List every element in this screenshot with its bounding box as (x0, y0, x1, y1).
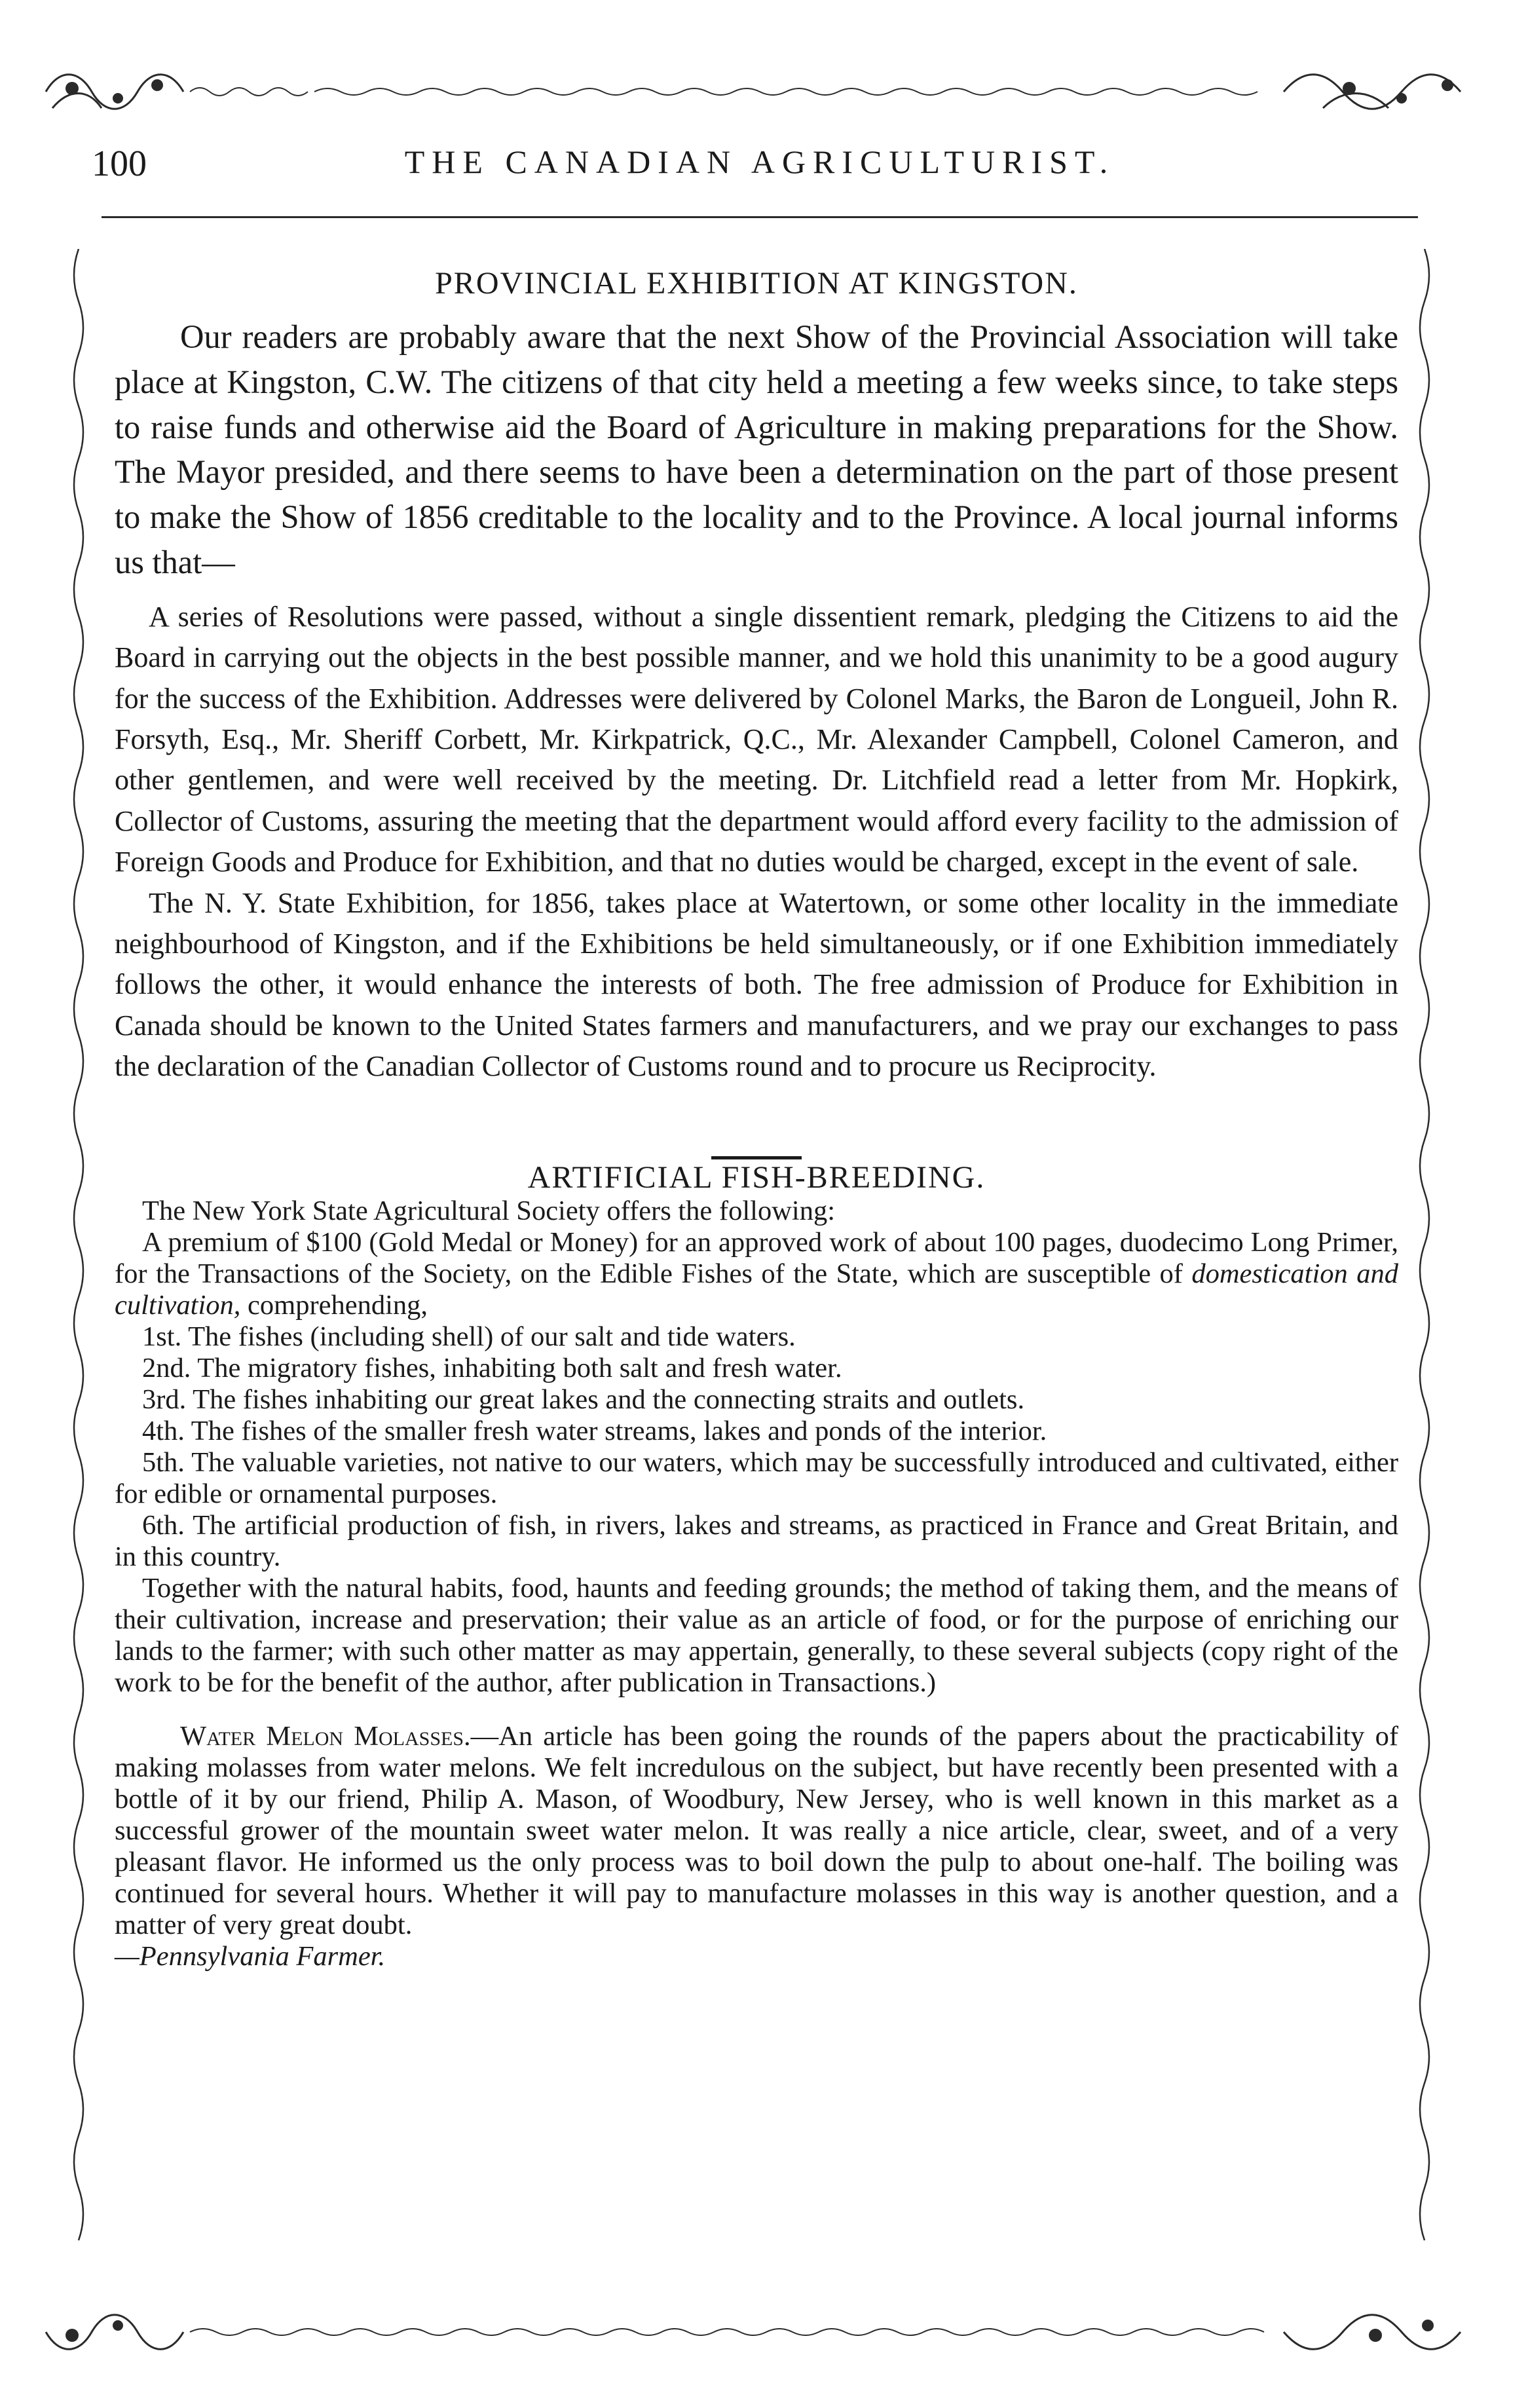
article-intro-paragraph: Our readers are probably aware that the next Show of the Provincial Association will take place at Kingston, C.W. The citizens of that city held a meeting a few weeks since, to take steps to raise funds and otherwise aid the Board of Agriculture in making preparations for the Show. The Mayor presided, and there seems to have been a determination on the part of those present to make the Show of 1856 creditable to the locality and to the Province. A local journal informs us that— (115, 318, 1398, 580)
water-melon-source (115, 1941, 1398, 1972)
fish-breeding-premium (115, 1227, 1398, 1321)
premium-text-end: comprehending, (240, 1289, 428, 1321)
water-melon-lead-in: Water Melon Molasses. (180, 1720, 471, 1752)
header-rule (102, 216, 1418, 218)
running-title: THE CANADIAN AGRICULTURIST. (404, 143, 1115, 180)
list-item: 5th. The valuable varieties, not native to our waters, which may be successfully introduced and cultivated, either for edible or ornamental purposes. (115, 1446, 1398, 1509)
ornamental-border-bottom (39, 2303, 1480, 2361)
fish-breeding-together: Together with the natural habits, food, haunts and feeding grounds; the method of taking them, and the means of their cultivation, increase and preservation; their value as an article of food, or for the purpose of enriching our lands to the farmer; with such other matter as may appertain, generally, to these several subjects (copy right of the work to be for the benefit of the author, after publication in Transactions.) (115, 1572, 1398, 1698)
page-content (115, 265, 1398, 1972)
ornamental-border-left (62, 249, 95, 2267)
list-item: 6th. The artificial production of fish, in rivers, lakes and streams, as practiced in France and Great Britain, and in this country. (115, 1509, 1398, 1572)
water-melon-body: —An article has been going the rounds of the papers about the practicability of making molasses from water melons. We felt incredulous on the subject, but have recently been presented with a bottle of it by our friend, Philip A. Mason, of Woodbury, New Jersey, who is well known in this market as a successful grower of the mountain sweet water melon. It was really a nice article, clear, sweet, and of a very pleasant flavor. He informed us the only process was to boil down the pulp to about one-half. The boiling was continued for several hours. Whether it will pay to manufacture molasses in this way is another question, and a matter of very great doubt. (115, 1720, 1398, 1940)
water-melon-molasses-paragraph (115, 1721, 1398, 1941)
list-item: 2nd. The migratory fishes, inhabiting both salt and fresh water. (142, 1352, 842, 1383)
fish-breeding-lead: The New York State Agricultural Society offers the following: (142, 1195, 835, 1226)
list-item: 4th. The fishes of the smaller fresh water streams, lakes and ponds of the interior. (142, 1415, 1047, 1446)
quoted-paragraph-ny-exhibition: The N. Y. State Exhibition, for 1856, takes place at Watertown, or some other locality in the immediate neighbourhood of Kingston, and if the Exhibitions be held simultaneously, or if one Exhibition immediately follows the other, it would enhance the interests of both. The free admission of Produce for Exhibition in Canada should be known to the United States farmers and manufacturers, and we pray our exchanges to pass the declaration of the Canadian Collector of Customs round and to procure us Reciprocity. (115, 886, 1398, 1083)
ornamental-border-top (39, 62, 1480, 121)
article-title-fish-breeding: ARTIFICIAL FISH-BREEDING. (527, 1159, 986, 1195)
premium-text-italic: domestication and cultivation, (115, 1258, 1398, 1321)
ornamental-border-right (1408, 249, 1441, 2267)
quoted-paragraph-resolutions: A series of Resolutions were passed, without a single dissentient remark, pledging the Citizens to aid the Board in carrying out the objects in the best possible manner, and we hold this unanimity to be a good augury for the success of the Exhibition. Addresses were delivered by Colonel Marks, the Baron de Longueil, John R. Forsyth, Esq., Mr. Sheriff Corbett, Mr. Kirkpatrick, Q.C., Mr. Alexander Campbell, Colonel Cameron, and other gentlemen, and were well received by the meeting. Dr. Litchfield read a letter from Mr. Hopkirk, Collector of Customs, assuring the meeting that the department would afford every facility to the admission of Foreign Goods and Produce for Exhibition, and that no duties would be charged, except in the event of sale. (115, 600, 1398, 878)
list-item: 3rd. The fishes inhabiting our great lakes and the connecting straits and outlets. (142, 1383, 1025, 1415)
running-header (72, 143, 1447, 195)
page-number: 100 (92, 143, 147, 184)
source-credit: —Pennsylvania Farmer. (115, 1940, 386, 1972)
article-title-provincial-exhibition: PROVINCIAL EXHIBITION AT KINGSTON. (435, 266, 1078, 301)
premium-text-start: A premium of $100 (Gold Medal or Money) for an approved work of about 100 pages, duodecimo Long Primer, for the Transactions of the Society, on the Edible Fishes of the State, which are susceptible of (115, 1226, 1398, 1289)
list-item: 1st. The fishes (including shell) of our salt and tide waters. (142, 1321, 796, 1352)
